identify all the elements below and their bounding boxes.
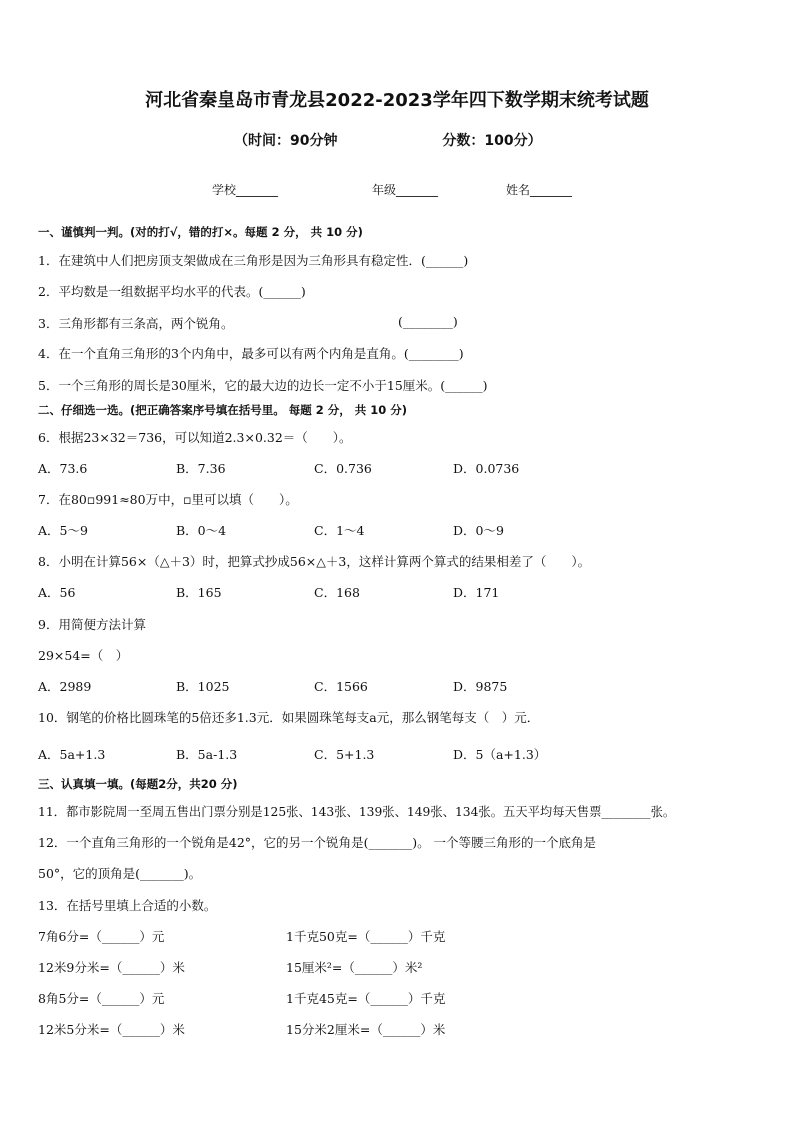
question-3: 3．三角形都有三条高，两个锐角。 [38,316,234,331]
question-3-blank: (________) [398,314,458,329]
q13-item-4: 15厘米²=（______）米² [286,960,423,975]
q8-option-d: D．171 [453,585,500,600]
q7-option-b: B．0～4 [176,523,227,538]
q13-item-7: 12米5分米=（______）米 [38,1022,185,1037]
exam-title: 河北省秦皇岛市青龙县2022-2023学年四下数学期末统考试题 [145,90,649,111]
q9-option-a: A．2989 [38,679,92,694]
question-12-continued: 50°，它的顶角是(_______)。 [38,866,202,881]
q9-option-c: C．1566 [314,679,368,694]
question-9-expression: 29×54=（ ） [38,648,129,663]
total-score: 分数：100分） [442,133,542,149]
q13-item-5: 8角5分=（______）元 [38,991,165,1006]
q6-option-c: C．0.736 [314,461,372,476]
q7-option-c: C．1～4 [314,523,365,538]
q6-option-d: D．0.0736 [453,461,520,476]
question-11: 11．都市影院周一至周五售出门票分别是125张、143张、139张、149张、134张。五天平均每天售票________张。 [38,805,676,819]
q9-option-b: B．1025 [176,679,230,694]
question-6: 6．根据23×32＝736，可以知道2.3×0.32＝（ ）。 [38,430,352,445]
question-9: 9．用简便方法计算 [38,617,146,632]
q8-option-b: B．165 [176,585,222,600]
q8-option-a: A．56 [38,585,76,600]
q13-item-8: 15分米2厘米=（______）米 [286,1022,446,1037]
name-field: 姓名_______ [506,183,573,197]
question-13: 13．在括号里填上合适的小数。 [38,898,217,913]
section-3-heading: 三、认真填一填。(每题2分，共20 分) [38,777,238,791]
q9-option-d: D．9875 [453,679,508,694]
q10-option-a: A．5a+1.3 [38,747,106,762]
q13-item-6: 1千克45克=（______）千克 [286,991,446,1006]
q6-option-b: B．7.36 [176,461,226,476]
section-1-heading: 一、谨慎判一判。(对的打√，错的打×。每题 2 分， 共 10 分) [38,225,363,239]
q7-option-d: D．0～9 [453,523,504,538]
q8-option-c: C．168 [314,585,360,600]
question-4: 4．在一个直角三角形的3个内角中，最多可以有两个内角是直角。(________) [38,346,464,361]
question-7: 7．在80▫991≈80万中，▫里可以填（ ）。 [38,492,298,507]
q10-option-b: B．5a-1.3 [176,747,238,762]
question-5: 5．一个三角形的周长是30厘米，它的最大边的边长一定不小于15厘米。(______) [38,378,488,393]
grade-field: 年级_______ [372,183,439,197]
question-8: 8．小明在计算56×（△＋3）时，把算式抄成56×△＋3，这样计算两个算式的结果相差了（ ）。 [38,554,591,569]
exam-subtitle [234,130,542,150]
q13-item-2: 1千克50克=（______）千克 [286,929,446,944]
q7-option-a: A．5～9 [38,523,88,538]
q13-item-1: 7角6分=（______）元 [38,929,165,944]
question-12: 12．一个直角三角形的一个锐角是42°，它的另一个锐角是(_______)。 一个等腰三角形的一个底角是 [38,835,597,850]
q10-option-d: D．5（a+1.3） [453,747,547,762]
question-1: 1．在建筑中人们把房顶支架做成在三角形是因为三角形具有稳定性．(______) [38,253,469,268]
q6-option-a: A．73.6 [38,461,88,476]
question-2: 2．平均数是一组数据平均水平的代表。(______) [38,284,306,299]
q13-item-3: 12米9分米=（______）米 [38,960,185,975]
question-10: 10．钢笔的价格比圆珠笔的5倍还多1.3元．如果圆珠笔每支a元，那么钢笔每支（ ）元． [38,710,540,725]
q10-option-c: C．5+1.3 [314,747,375,762]
time-limit: （时间：90分钟 [234,133,338,149]
section-2-heading: 二、仔细选一选。(把正确答案序号填在括号里。 每题 2 分， 共 10 分) [38,403,408,417]
school-field: 学校_______ [212,183,279,197]
